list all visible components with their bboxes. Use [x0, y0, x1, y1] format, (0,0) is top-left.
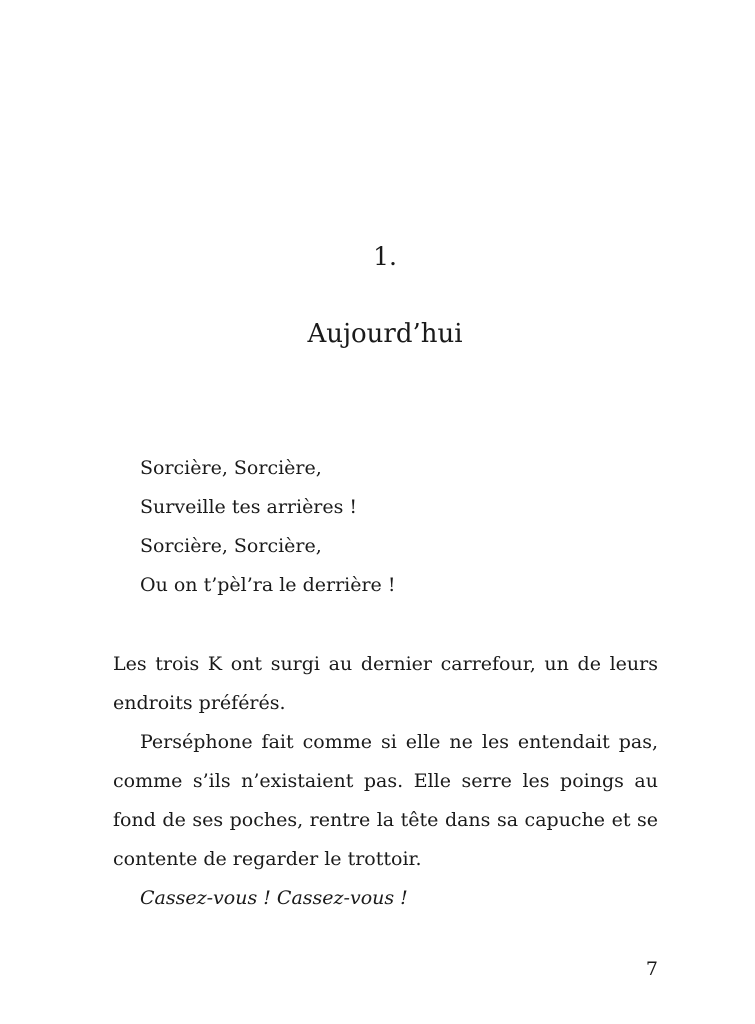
chapter-title: Aujourd’hui	[307, 319, 463, 349]
poem	[140, 449, 660, 605]
poem-line-4: Ou on t’pèl’ra le derrière !	[140, 574, 396, 596]
poem-line-3: Sorcière, Sorcière,	[140, 535, 322, 557]
paragraph-2: Perséphone fait comme si elle ne les entendait pas, comme s’ils n’existaient pas. Elle serre les poings au fond de ses poches, rentre la tête dans sa capuche et se contente de regarder le trottoir.	[113, 731, 658, 870]
poem-line-1: Sorcière, Sorcière,	[140, 457, 322, 479]
paragraph-1: Les trois K ont surgi au dernier carrefour, un de leurs endroits préférés.	[113, 653, 658, 714]
page-number: 7	[645, 958, 658, 980]
chapter-number: 1.	[373, 242, 397, 271]
paragraph-3-italic: Cassez-vous ! Cassez-vous !	[140, 887, 408, 909]
poem-line-2: Surveille tes arrières !	[140, 496, 358, 518]
prose	[113, 645, 658, 918]
